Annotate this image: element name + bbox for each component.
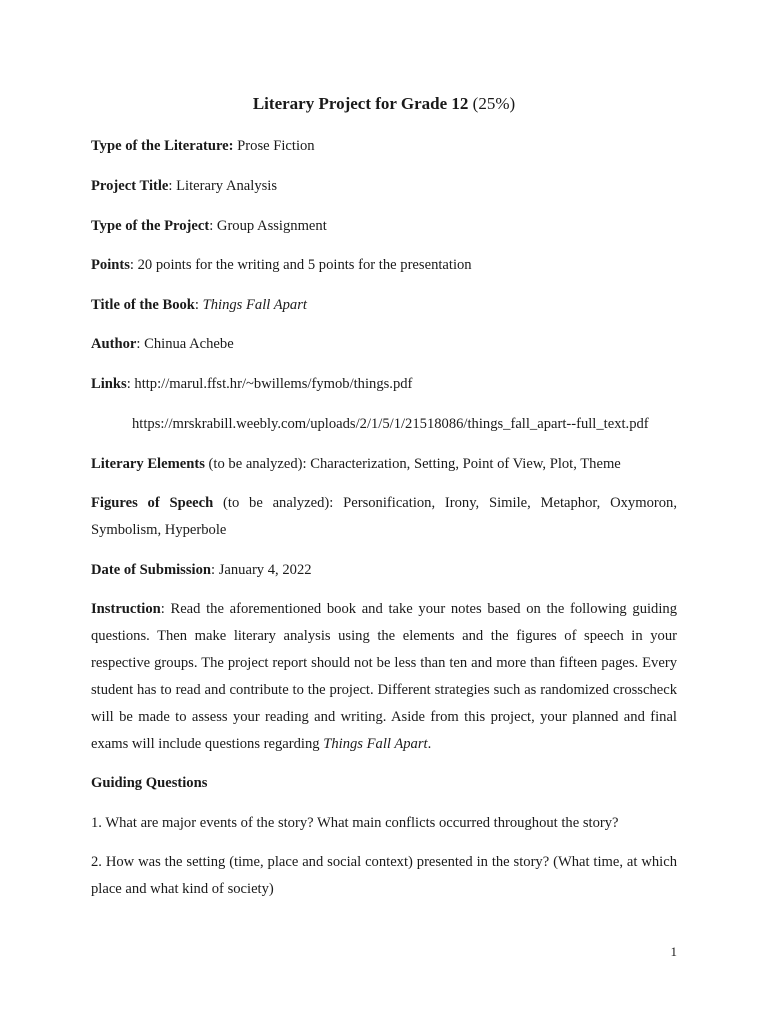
guiding-questions-heading (91, 773, 677, 793)
instruction-label: Instruction (91, 601, 161, 617)
field-project-title (91, 176, 677, 196)
field-label: Points (91, 257, 130, 273)
field-label: Type of the Project (91, 218, 210, 234)
field-label: Project Title (91, 178, 169, 194)
question-2: 2. How was the setting (time, place and social context) presented in the story? (What time, at which place and what kind of society) (91, 854, 677, 897)
field-links (91, 374, 677, 394)
question-1: 1. What are major events of the story? What main conflicts occurred throughout the story? (91, 815, 619, 831)
field-label: Figures of Speech (91, 495, 214, 511)
field-project-type (91, 216, 677, 236)
field-value: : January 4, 2022 (211, 562, 312, 578)
field-author (91, 334, 677, 354)
field-label: Literary Elements (91, 456, 205, 472)
field-label: Type of the Literature: (91, 138, 234, 154)
title-weight: (25%) (468, 94, 516, 113)
field-literary-elements (91, 454, 677, 474)
field-value: : Chinua Achebe (136, 336, 234, 352)
field-label: Date of Submission (91, 562, 212, 578)
field-label: Title of the Book (91, 297, 195, 313)
instruction-paragraph (91, 596, 677, 758)
field-value: Things Fall Apart (202, 297, 307, 313)
field-label: Author (91, 336, 137, 352)
field-value: : Group Assignment (209, 218, 327, 234)
link-1: : http://marul.ffst.hr/~bwillems/fymob/things.pdf (126, 376, 413, 392)
field-literature-type (91, 136, 677, 156)
field-value: (to be analyzed): Characterization, Setting, Point of View, Plot, Theme (204, 456, 621, 472)
heading-text: Guiding Questions (91, 775, 208, 791)
field-date-of-submission (91, 560, 677, 580)
field-figures-of-speech (91, 490, 677, 544)
field-value: Prose Fiction (233, 138, 315, 154)
page-title (0, 92, 768, 116)
instruction-end: . (427, 736, 432, 752)
title-main: Literary Project for Grade 12 (252, 94, 469, 113)
instruction-book-title: Things Fall Apart (323, 736, 428, 752)
page-number: 1 (670, 944, 677, 959)
field-value: : Literary Analysis (168, 178, 278, 194)
field-value: : 20 points for the writing and 5 points for the presentation (129, 257, 472, 273)
field-points (91, 255, 677, 275)
field-label: Links (91, 376, 127, 392)
field-book-title (91, 295, 677, 315)
field-value: (to be analyzed): Personification, Irony, Simile, Metaphor, Oxymoron, Symbolism, Hyperbole (91, 495, 677, 538)
field-separator: : (194, 297, 203, 313)
link-2: https://mrskrabill.weebly.com/uploads/2/1/5/1/21518086/things_fall_apart--full_text.pdf (132, 416, 649, 432)
instruction-text: : Read the aforementioned book and take your notes based on the following guiding questions. Then make literary analysis using the elements and the figures of speech in your respective groups. The project report should not be less than ten and more than fifteen pages. Every student has to read and contribute to the project. Different strategies such as randomized crosscheck will be made to assess your reading and writing. Aside from this project, your planned and final exams will include questions regarding (91, 601, 677, 752)
